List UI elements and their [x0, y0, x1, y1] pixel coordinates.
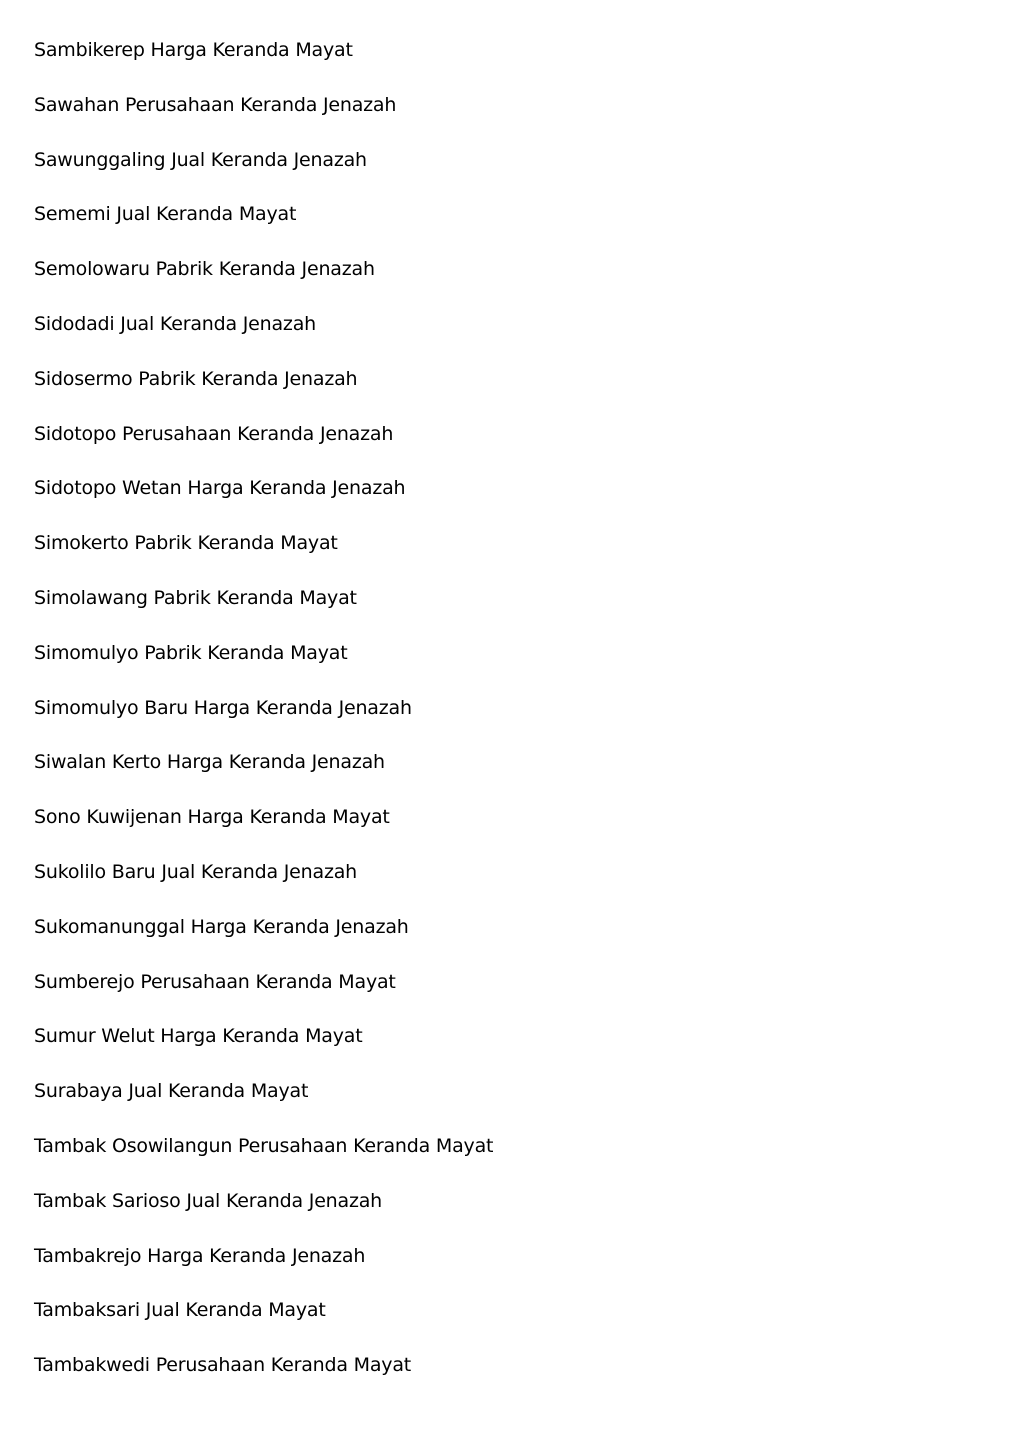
- list-item: Simomulyo Baru Harga Keranda Jenazah: [34, 696, 412, 719]
- list-item: Sememi Jual Keranda Mayat: [34, 203, 297, 226]
- list-item: Sidotopo Perusahaan Keranda Jenazah: [34, 422, 394, 445]
- list-item: Sukolilo Baru Jual Keranda Jenazah: [34, 860, 358, 883]
- list-item: Sumur Welut Harga Keranda Mayat: [34, 1025, 363, 1048]
- list-item: Sidodadi Jual Keranda Jenazah: [34, 312, 316, 335]
- list-item: Sidosermo Pabrik Keranda Jenazah: [34, 367, 358, 390]
- list-item: Sukomanunggal Harga Keranda Jenazah: [34, 915, 409, 938]
- list-item: Tambak Osowilangun Perusahaan Keranda Mayat: [34, 1134, 494, 1157]
- list-item: Tambaksari Jual Keranda Mayat: [34, 1299, 326, 1322]
- list-item: Siwalan Kerto Harga Keranda Jenazah: [34, 751, 385, 774]
- list-item: Simomulyo Pabrik Keranda Mayat: [34, 641, 348, 664]
- list-item: Sono Kuwijenan Harga Keranda Mayat: [34, 806, 390, 829]
- list-item: Sidotopo Wetan Harga Keranda Jenazah: [34, 477, 406, 500]
- entry-list: [34, 36, 984, 1406]
- list-item: Semolowaru Pabrik Keranda Jenazah: [34, 258, 375, 281]
- list-item: Sawahan Perusahaan Keranda Jenazah: [34, 93, 397, 116]
- list-item: Surabaya Jual Keranda Mayat: [34, 1080, 309, 1103]
- list-item: Simolawang Pabrik Keranda Mayat: [34, 586, 357, 609]
- list-item: Sambikerep Harga Keranda Mayat: [34, 39, 353, 61]
- list-item: Sawunggaling Jual Keranda Jenazah: [34, 148, 367, 171]
- list-item: Tambak Sarioso Jual Keranda Jenazah: [34, 1189, 383, 1212]
- list-item: Tambakwedi Perusahaan Keranda Mayat: [34, 1354, 412, 1377]
- list-item: Simokerto Pabrik Keranda Mayat: [34, 532, 338, 555]
- list-item: Tambakrejo Harga Keranda Jenazah: [34, 1244, 366, 1267]
- list-item: Sumberejo Perusahaan Keranda Mayat: [34, 970, 396, 993]
